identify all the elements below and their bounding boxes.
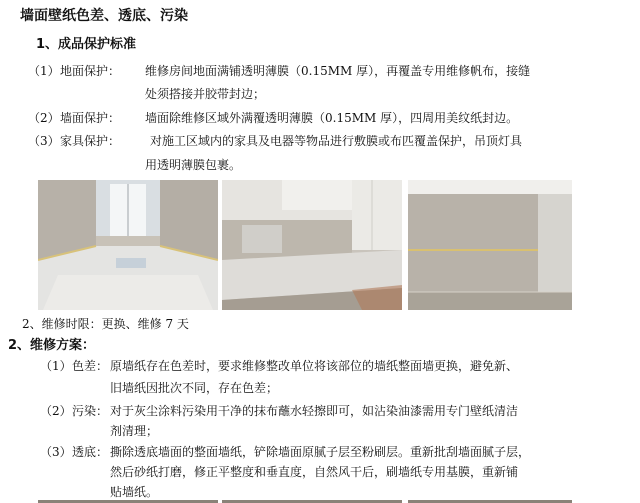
photo-kitchen-protection (222, 180, 402, 310)
item-number: （2） (28, 111, 60, 125)
item-label-stain: 污染： (72, 404, 109, 418)
item-text-line: 撕除透底墙面的整面墙纸，铲除墙面原腻子层至粉刷层。重新批刮墙面腻子层， (110, 445, 531, 459)
item-number: （1） (40, 359, 72, 373)
repair-period: 2、维修时限：更换、维修 7 天 (22, 317, 189, 331)
page-title: 墙面壁纸色差、透底、污染 (20, 8, 188, 24)
item-text-line: 剂清理； (110, 424, 159, 438)
item-text-line: 对于灰尘涂料污染用干净的抹布蘸水轻擦即可，如沾染油漆需用专门壁纸清洁 (110, 404, 519, 418)
item-text-line: 对施工区域内的家具及电器等物品进行敷膜或布匹覆盖保护，吊顶灯具 (150, 134, 523, 148)
section-heading-plan: 2、维修方案： (8, 338, 96, 353)
item-text-line: 用透明薄膜包裹。 (145, 158, 242, 172)
item-label-wall: 墙面保护： (60, 111, 121, 125)
section-heading-protection: 1、成品保护标准 (36, 37, 137, 52)
item-label-color-difference: 色差： (72, 359, 109, 373)
item-label-show-through: 透底： (72, 445, 109, 459)
item-text-line: 维修房间地面满铺透明薄膜（0.15MM 厚），再覆盖专用维修帆布，接缝 (145, 64, 531, 78)
item-text-line: 处须搭接并胶带封边； (145, 87, 266, 101)
item-text-line: 然后砂纸打磨，修正平整度和垂直度，自然风干后，刷墙纸专用基膜，重新铺 (110, 465, 519, 479)
item-number: （1） (28, 64, 60, 78)
item-number: （3） (28, 134, 60, 148)
photo-wall-protection (408, 180, 572, 310)
photo-room-floor-protection (38, 180, 218, 310)
item-label-floor: 地面保护： (60, 64, 121, 78)
item-number: （2） (40, 404, 72, 418)
item-number: （3） (40, 445, 72, 459)
item-text-line: 原墙纸存在色差时，要求维修整改单位将该部位的墙纸整面墙更换，避免新、 (110, 359, 519, 373)
item-text-line: 旧墙纸因批次不同，存在色差； (110, 381, 279, 395)
item-text-line: 贴墙纸。 (110, 485, 159, 499)
item-label-furniture: 家具保护： (60, 134, 121, 148)
item-text-line: 墙面除维修区域外满覆透明薄膜（0.15MM 厚），四周用美纹纸封边。 (145, 111, 519, 125)
